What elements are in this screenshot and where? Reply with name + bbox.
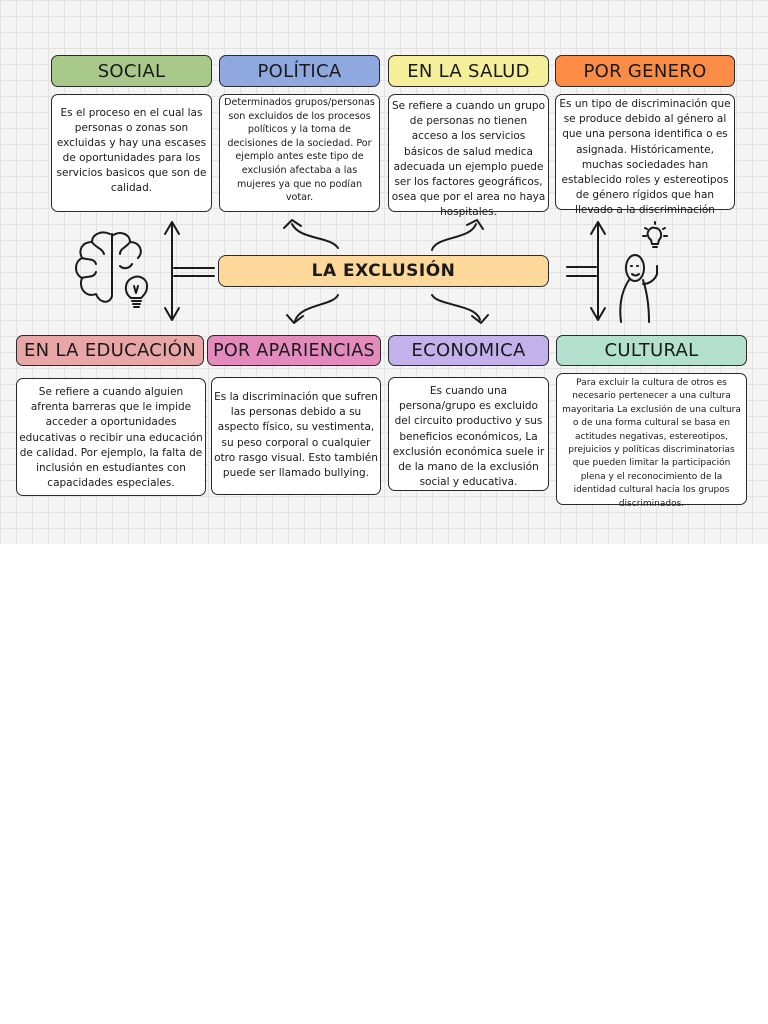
description-apariencias-text: Es la discriminación que sufren las personas debido a su aspecto físico, su vestimenta, su peso corporal o cualquier otro rasgo visual. Esto también puede ser llamado bullying. [214, 391, 378, 480]
description-politica-text: Determinados grupos/personas son excluidos de los procesos políticos y la toma de decisiones de la sociedad. Por ejemplo antes este tipo de exclusión afectaba a las mujeres ya que no podían votar. [224, 97, 375, 204]
description-cultural-text: Para excluir la cultura de otros es necesario pertenecer a una cultura mayoritaria La exclusión de una cultura o de una forma cultural se basa en actitudes negativas, estereotipos, prejuicios y políticas discriminatorias que pueden limitar la participación plena y el reconocimiento de la identidad cultural hacia los grupos discriminados. [562, 378, 741, 509]
header-educacion: EN LA EDUCACIÓN [16, 335, 204, 366]
description-economica-text: Es cuando una persona/grupo es excluido del circuito productivo y sus beneficios económicos, La exclusión económica suele ir de la mano de la exclusión social y educativa. [392, 385, 545, 489]
center-title: LA EXCLUSIÓN [218, 255, 549, 287]
description-social-text: Es el proceso en el cual las personas o zonas son excluidas y hay una escases de oportunidades para los servicios basicos que son de calidad. [56, 107, 207, 194]
header-cultural: CULTURAL [556, 335, 747, 366]
description-educacion-text: Se refiere a cuando alguien afrenta barreras que le impide acceder a oportunidades educativas o recibir una educación de calidad. Por ejemplo, la falta de inclusión en estudiantes con capacidades especiales. [19, 386, 203, 490]
header-social: SOCIAL [51, 55, 212, 87]
description-salud-text: Se refiere a cuando un grupo de personas no tienen acceso a los servicios básicos de salud medica adecuada un ejemplo puede ser los factores geográficos, osea que por el area no haya hospitales. [391, 100, 546, 219]
header-genero: POR GENERO [555, 55, 735, 87]
header-economica: ECONOMICA [388, 335, 549, 366]
header-salud: EN LA SALUD [388, 55, 549, 87]
person-idea-icon [615, 222, 675, 326]
description-genero-text: Es un tipo de discriminación que se produce debido al género al que una persona identifica o es asignada. Históricamente, muchas sociedades han establecido roles y estereotipos de género rígidos que han llevado a la discriminación [559, 98, 731, 217]
header-apariencias: POR APARIENCIAS [207, 335, 381, 366]
header-politica: POLÍTICA [219, 55, 380, 87]
lightbulb-icon [120, 272, 154, 312]
